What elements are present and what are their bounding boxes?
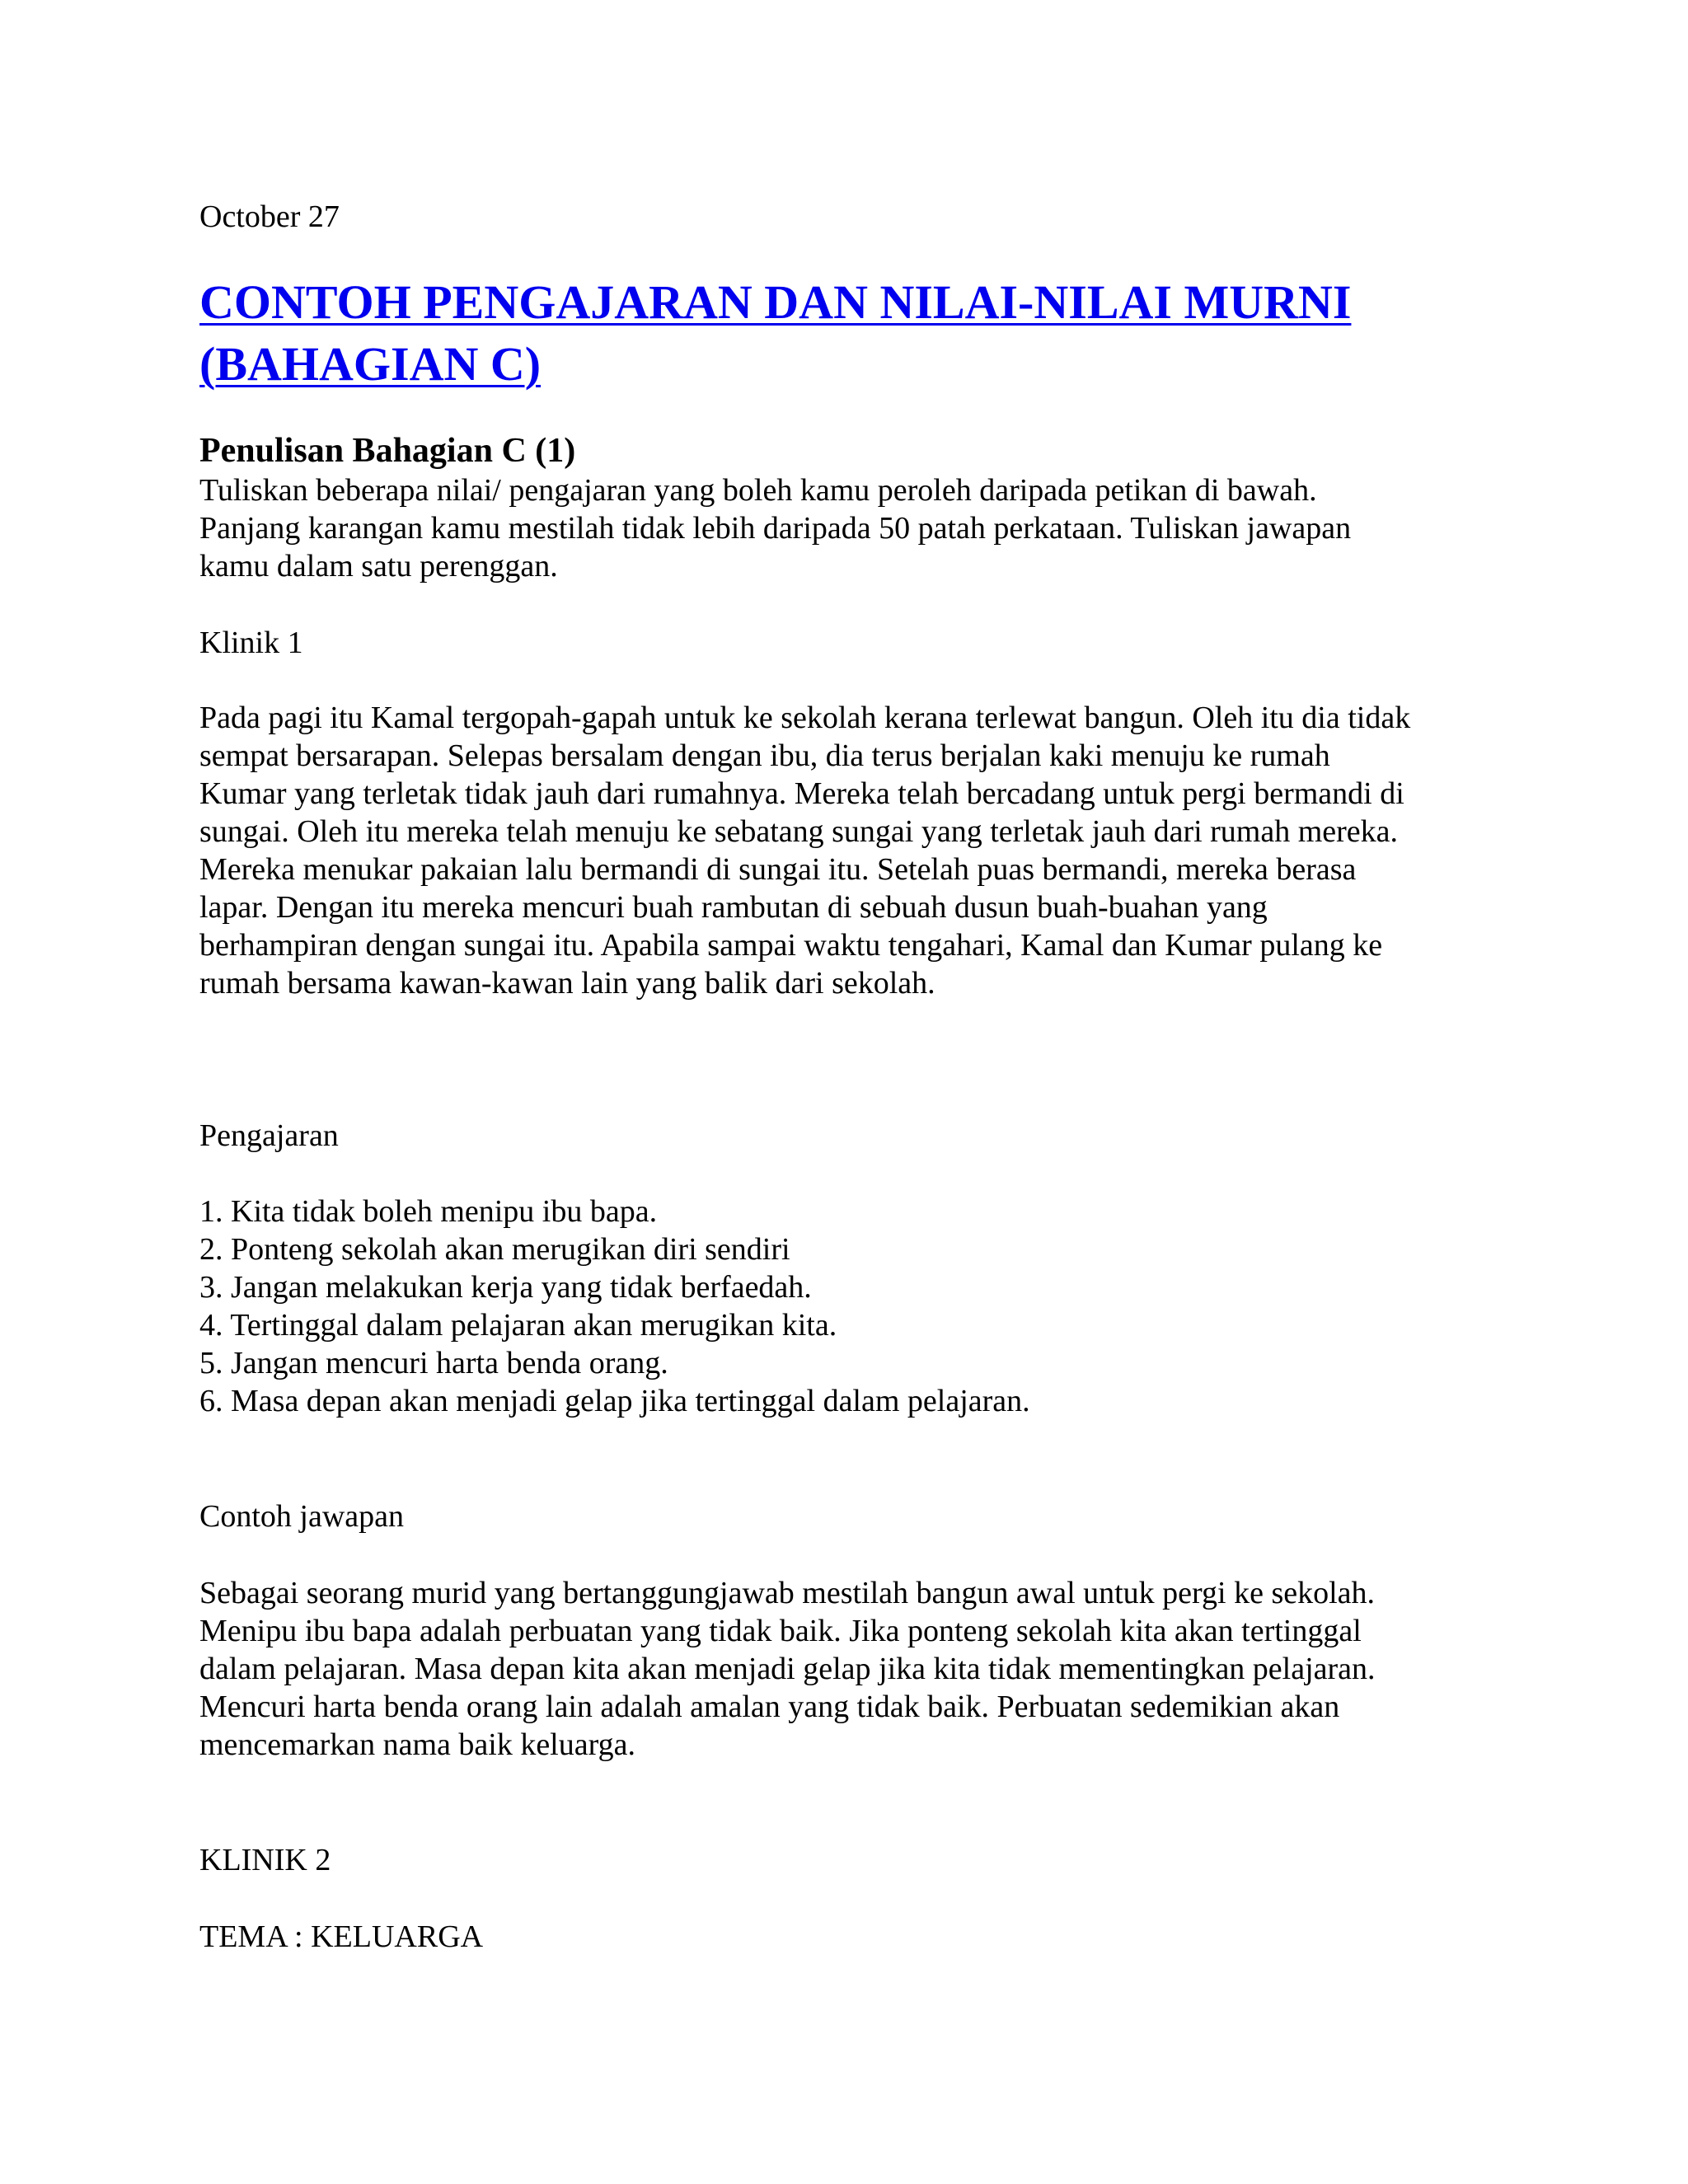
post-date: October 27 xyxy=(199,199,340,234)
contoh-answer-line: Mencuri harta benda orang lain adalah amalan yang tidak baik. Perbuatan sedemikian akan xyxy=(199,1690,1340,1724)
contoh-answer-line: dalam pelajaran. Masa depan kita akan menjadi gelap jika kita tidak mementingkan pelajaran. xyxy=(199,1652,1376,1686)
instruction-line: Panjang karangan kamu mestilah tidak lebih daripada 50 patah perkataan. Tuliskan jawapan xyxy=(199,511,1352,546)
passage-line: sungai. Oleh itu mereka telah menuju ke sebatang sungai yang terletak jauh dari rumah mereka. xyxy=(199,814,1399,849)
contoh-answer-line: mencemarkan nama baik keluarga. xyxy=(199,1727,635,1762)
post-title-link-line-2[interactable]: (BAHAGIAN C) xyxy=(199,337,542,391)
passage-line: Kumar yang terletak tidak jauh dari rumahnya. Mereka telah bercadang untuk pergi bermandi di xyxy=(199,776,1404,811)
post-title-link-line-1[interactable]: CONTOH PENGAJARAN DAN NILAI-NILAI MURNI xyxy=(199,275,1352,329)
passage-line: rumah bersama kawan-kawan lain yang balik dari sekolah. xyxy=(199,966,935,1001)
passage-line: berhampiran dengan sungai itu. Apabila sampai waktu tengahari, Kamal dan Kumar pulang ke xyxy=(199,928,1383,963)
pengajaran-item: 3. Jangan melakukan kerja yang tidak berfaedah. xyxy=(199,1270,812,1305)
passage-line: Mereka menukar pakaian lalu bermandi di sungai itu. Setelah puas bermandi, mereka berasa xyxy=(199,852,1357,887)
contoh-jawapan-label: Contoh jawapan xyxy=(199,1499,405,1534)
instruction-line: Tuliskan beberapa nilai/ pengajaran yang boleh kamu peroleh daripada petikan di bawah. xyxy=(199,473,1317,508)
pengajaran-item: 1. Kita tidak boleh menipu ibu bapa. xyxy=(199,1194,658,1229)
section-heading: Penulisan Bahagian C (1) xyxy=(199,432,576,470)
pengajaran-item: 6. Masa depan akan menjadi gelap jika tertinggal dalam pelajaran. xyxy=(199,1384,1030,1418)
pengajaran-item: 2. Ponteng sekolah akan merugikan diri sendiri xyxy=(199,1232,790,1267)
instruction-line: kamu dalam satu perenggan. xyxy=(199,549,558,583)
klinik-1-label: Klinik 1 xyxy=(199,626,303,660)
passage-line: lapar. Dengan itu mereka mencuri buah rambutan di sebuah dusun buah-buahan yang xyxy=(199,890,1268,925)
pengajaran-item: 5. Jangan mencuri harta benda orang. xyxy=(199,1346,668,1380)
contoh-answer-line: Sebagai seorang murid yang bertanggungjawab mestilah bangun awal untuk pergi ke sekolah. xyxy=(199,1576,1376,1610)
pengajaran-item: 4. Tertinggal dalam pelajaran akan merugikan kita. xyxy=(199,1308,837,1343)
klinik-2-label: KLINIK 2 xyxy=(199,1843,331,1877)
contoh-answer-line: Menipu ibu bapa adalah perbuatan yang tidak baik. Jika ponteng sekolah kita akan tertinggal xyxy=(199,1614,1362,1648)
passage-line: Pada pagi itu Kamal tergopah-gapah untuk ke sekolah kerana terlewat bangun. Oleh itu dia tidak xyxy=(199,701,1411,735)
tema-label: TEMA : KELUARGA xyxy=(199,1919,484,1954)
passage-line: sempat bersarapan. Selepas bersalam dengan ibu, dia terus berjalan kaki menuju ke rumah xyxy=(199,738,1330,773)
pengajaran-label: Pengajaran xyxy=(199,1118,339,1153)
